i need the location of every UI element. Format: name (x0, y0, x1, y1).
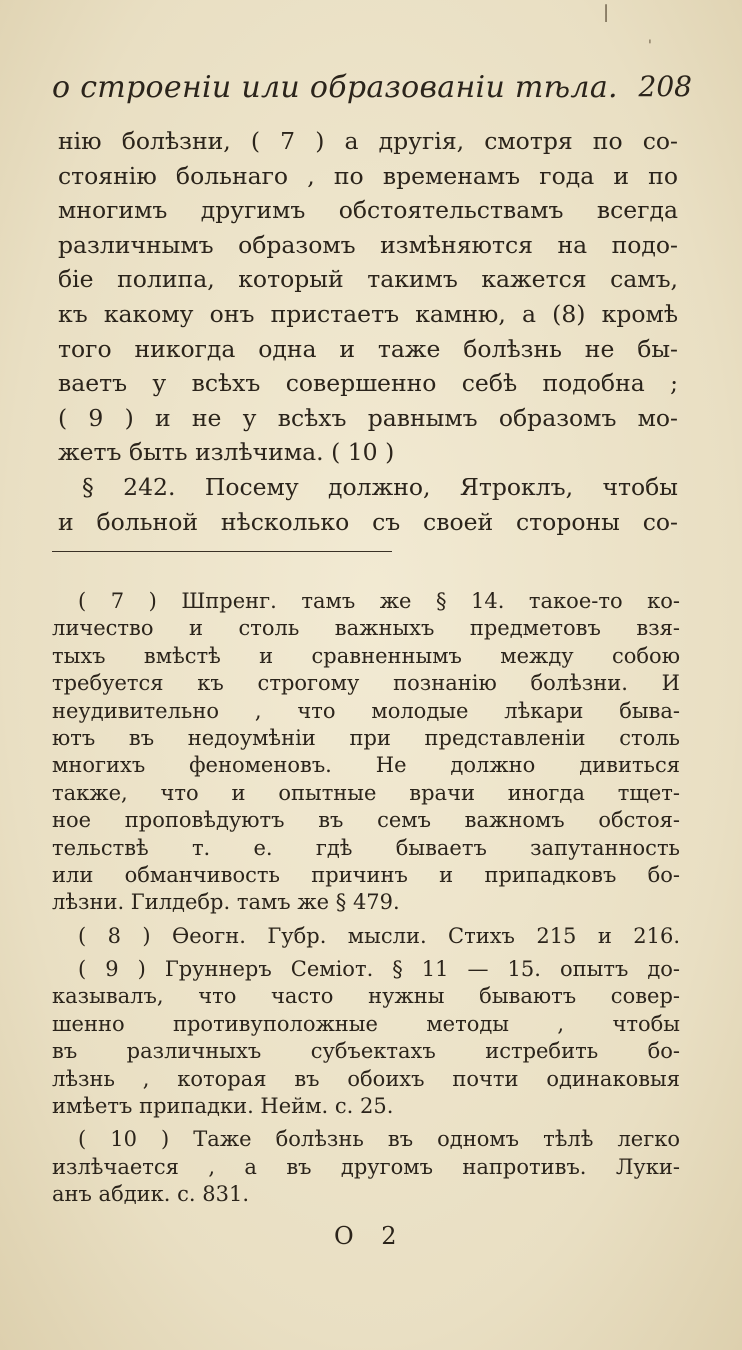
footnote-9 (52, 956, 680, 1120)
tick-mark: ' (648, 38, 652, 54)
text-line: и больной нѣсколько съ своей стороны со- (58, 507, 678, 536)
footnote-7 (52, 588, 680, 917)
page-header (52, 70, 692, 116)
footnote-line: казывалъ, что часто нужны бываютъ совер- (52, 984, 680, 1009)
text-line: жетъ быть излѣчима. ( 10 ) (58, 438, 395, 467)
footnote-line: ( 7 ) Шпренг. тамъ же § 14. такое-то ко- (78, 589, 680, 613)
page-number: 208 (638, 70, 692, 103)
section-start-line: § 242. Посему должно, Ятроклъ, чтобы (82, 472, 678, 501)
footnote-line: ( 8 ) Ѳеогн. Губр. мысли. Стихъ 215 и 216. (78, 923, 680, 948)
footnote-line: излѣчается , а въ другомъ напротивъ. Луки- (52, 1154, 680, 1179)
footnote-line: или обманчивость причинъ и припадковъ бо- (52, 862, 680, 887)
footnotes (52, 588, 680, 1215)
footnote-10 (52, 1126, 680, 1208)
footnote-line: имѣетъ припадки. Нейм. с. 25. (52, 1094, 394, 1119)
footnote-line: ное проповѣдуютъ въ семъ важномъ обстоя- (52, 808, 680, 833)
footnote-line: лѣзни. Гилдебр. тамъ же § 479. (52, 890, 400, 915)
footnote-line: лѣзнь , которая въ обоихъ почти одинаковыя (52, 1066, 680, 1091)
corner-mark: | (603, 2, 610, 23)
footnote-line: тельствѣ т. е. гдѣ бываетъ запутанность (52, 835, 680, 860)
footnote-line: неудивительно , что молодые лѣкари быва- (52, 698, 680, 723)
footnote-rule (52, 551, 392, 552)
text-line: стоянію больнаго , по временамъ года и по (58, 161, 678, 190)
printer-signature-mark: О 2 (334, 1222, 407, 1250)
footnote-line: ютъ въ недоумѣніи при представленіи столь (52, 725, 680, 750)
footnote-line: анъ абдик. с. 831. (52, 1182, 249, 1207)
text-line: ваетъ у всѣхъ совершенно себѣ подобна ; (58, 369, 678, 398)
text-line: того никогда одна и таже болѣзнь не бы- (58, 334, 678, 363)
footnote-line: шенно противуположные методы , чтобы (52, 1011, 680, 1036)
text-line: къ какому онъ пристаетъ камню, а (8) кромѣ (58, 299, 678, 328)
footnote-line: тыхъ вмѣстѣ и сравненнымъ между собою (52, 643, 680, 668)
footnote-line: личество и столь важныхъ предметовъ взя- (52, 616, 680, 641)
footnote-line: также, что и опытные врачи иногда тщет- (52, 780, 680, 805)
text-line: нію болѣзни, ( 7 ) а другія, смотря по со- (58, 127, 678, 155)
footnote-line: требуется къ строгому познанію болѣзни. И (52, 671, 680, 696)
footnote-line: въ различныхъ субъектахъ истребить бо- (52, 1039, 680, 1064)
footnote-line: ( 10 ) Таже болѣзнь въ одномъ тѣлѣ легко (78, 1127, 680, 1152)
text-line: біе полипа, который такимъ кажется самъ, (58, 265, 678, 294)
footnote-line: ( 9 ) Груннеръ Семіот. § 11 — 15. опытъ до- (78, 957, 680, 982)
text-line: многимъ другимъ обстоятельствамъ всегда (58, 196, 678, 225)
main-text (58, 124, 678, 539)
footnote-8 (52, 923, 680, 950)
text-line: различнымъ образомъ измѣняются на подо- (58, 230, 678, 259)
running-head: о строеніи или образованіи тѣла. (52, 70, 618, 105)
footnote-line: многихъ феноменовъ. Не должно дивиться (52, 753, 680, 778)
text-line: ( 9 ) и не у всѣхъ равнымъ образомъ мо- (58, 403, 678, 432)
